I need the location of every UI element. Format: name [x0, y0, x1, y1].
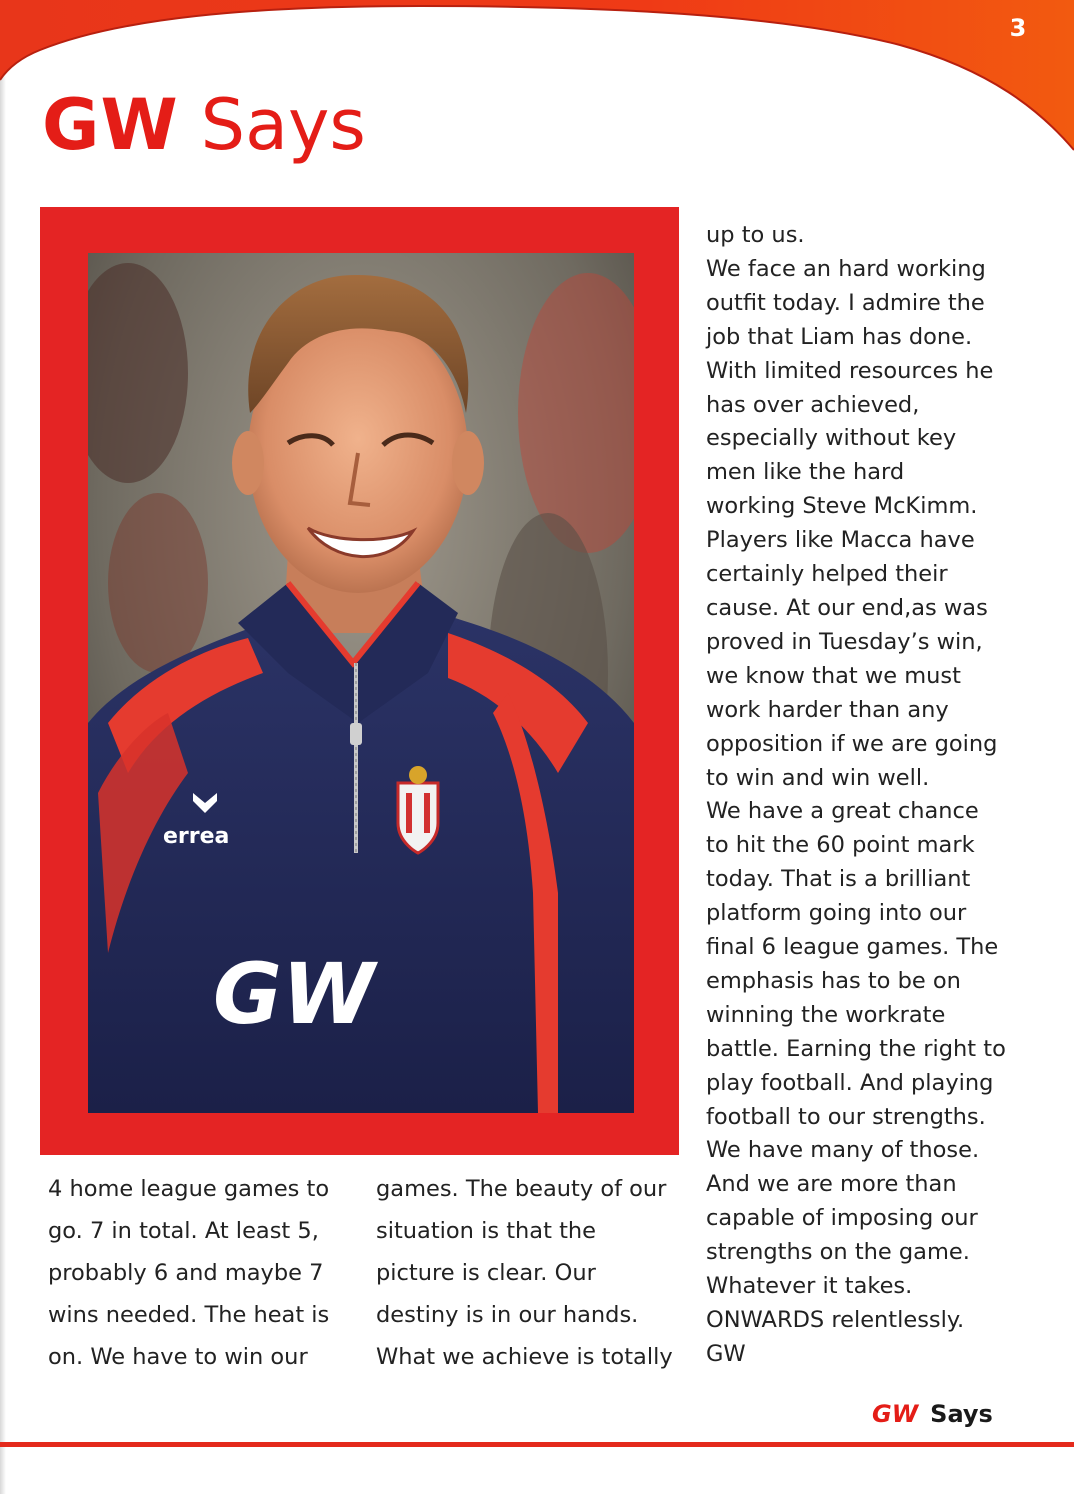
body-line: we know that we must — [706, 662, 961, 689]
body-line: proved in Tuesday’s win, — [706, 628, 983, 655]
body-line: cause. At our end,as was — [706, 594, 988, 621]
page-edge-shadow — [0, 0, 6, 1494]
footer-rule — [0, 1442, 1074, 1447]
body-line: And we are more than — [706, 1171, 957, 1198]
signature-gw: GW — [706, 1340, 746, 1367]
shirt-logo-text: errea — [163, 824, 230, 849]
shirt-initials: GW — [213, 945, 375, 1043]
body-column-right — [706, 219, 1036, 1372]
body-column-left — [48, 1168, 348, 1378]
body-line: certainly helped their — [706, 561, 948, 588]
body-line: outfit today. I admire the — [706, 289, 985, 316]
footer-gw: GW — [872, 1400, 919, 1428]
body-line: play football. And playing — [706, 1069, 994, 1096]
body-line: opposition if we are going — [706, 730, 998, 757]
body-line: to hit the 60 point mark — [706, 832, 975, 859]
body-line: today. That is a brilliant — [706, 866, 971, 893]
body-line: 4 home league games to — [48, 1176, 330, 1202]
page-number: 3 — [1009, 14, 1027, 42]
body-line: platform going into our — [706, 900, 967, 927]
title-says: Says — [200, 84, 366, 166]
body-column-middle — [376, 1168, 686, 1378]
body-line: Players like Macca have — [706, 527, 975, 554]
body-line: has over achieved, — [706, 391, 920, 418]
footer-says: Says — [930, 1400, 993, 1428]
body-line: games. The beauty of our — [376, 1176, 667, 1202]
photo-frame — [40, 207, 679, 1155]
body-line: working Steve McKimm. — [706, 493, 978, 520]
body-line: battle. Earning the right to — [706, 1035, 1006, 1062]
body-line: Whatever it takes. — [706, 1273, 913, 1300]
manager-photo — [88, 253, 634, 1113]
body-line: capable of imposing our — [706, 1205, 978, 1232]
body-line: football to our strengths. — [706, 1103, 986, 1130]
body-line: We have many of those. — [706, 1137, 980, 1164]
body-line: to win and win well. — [706, 764, 930, 791]
body-line: What we achieve is totally — [376, 1344, 673, 1370]
body-line: on. We have to win our — [48, 1344, 308, 1370]
body-line: up to us. — [706, 222, 805, 248]
body-line: We have a great chance — [706, 798, 979, 825]
footer-brand — [872, 1400, 993, 1428]
body-line: strengths on the game. — [706, 1239, 970, 1266]
body-line: With limited resources he — [706, 357, 994, 384]
body-line: emphasis has to be on — [706, 967, 961, 994]
body-line: job that Liam has done. — [706, 323, 973, 350]
body-line: destiny is in our hands. — [376, 1302, 639, 1328]
body-line: especially without key — [706, 425, 957, 452]
title-gw: GW — [42, 84, 179, 166]
body-line: wins needed. The heat is — [48, 1302, 330, 1328]
body-line: picture is clear. Our — [376, 1260, 596, 1286]
page-title — [42, 84, 366, 174]
body-line: work harder than any — [706, 696, 949, 723]
body-line: final 6 league games. The — [706, 934, 999, 961]
body-line: men like the hard — [706, 459, 905, 486]
body-line: ONWARDS relentlessly. — [706, 1307, 965, 1333]
body-line: We face an hard working — [706, 255, 986, 282]
body-line: situation is that the — [376, 1218, 596, 1244]
body-line: go. 7 in total. At least 5, — [48, 1218, 319, 1244]
body-line: winning the workrate — [706, 1001, 946, 1028]
body-line: probably 6 and maybe 7 — [48, 1260, 324, 1286]
